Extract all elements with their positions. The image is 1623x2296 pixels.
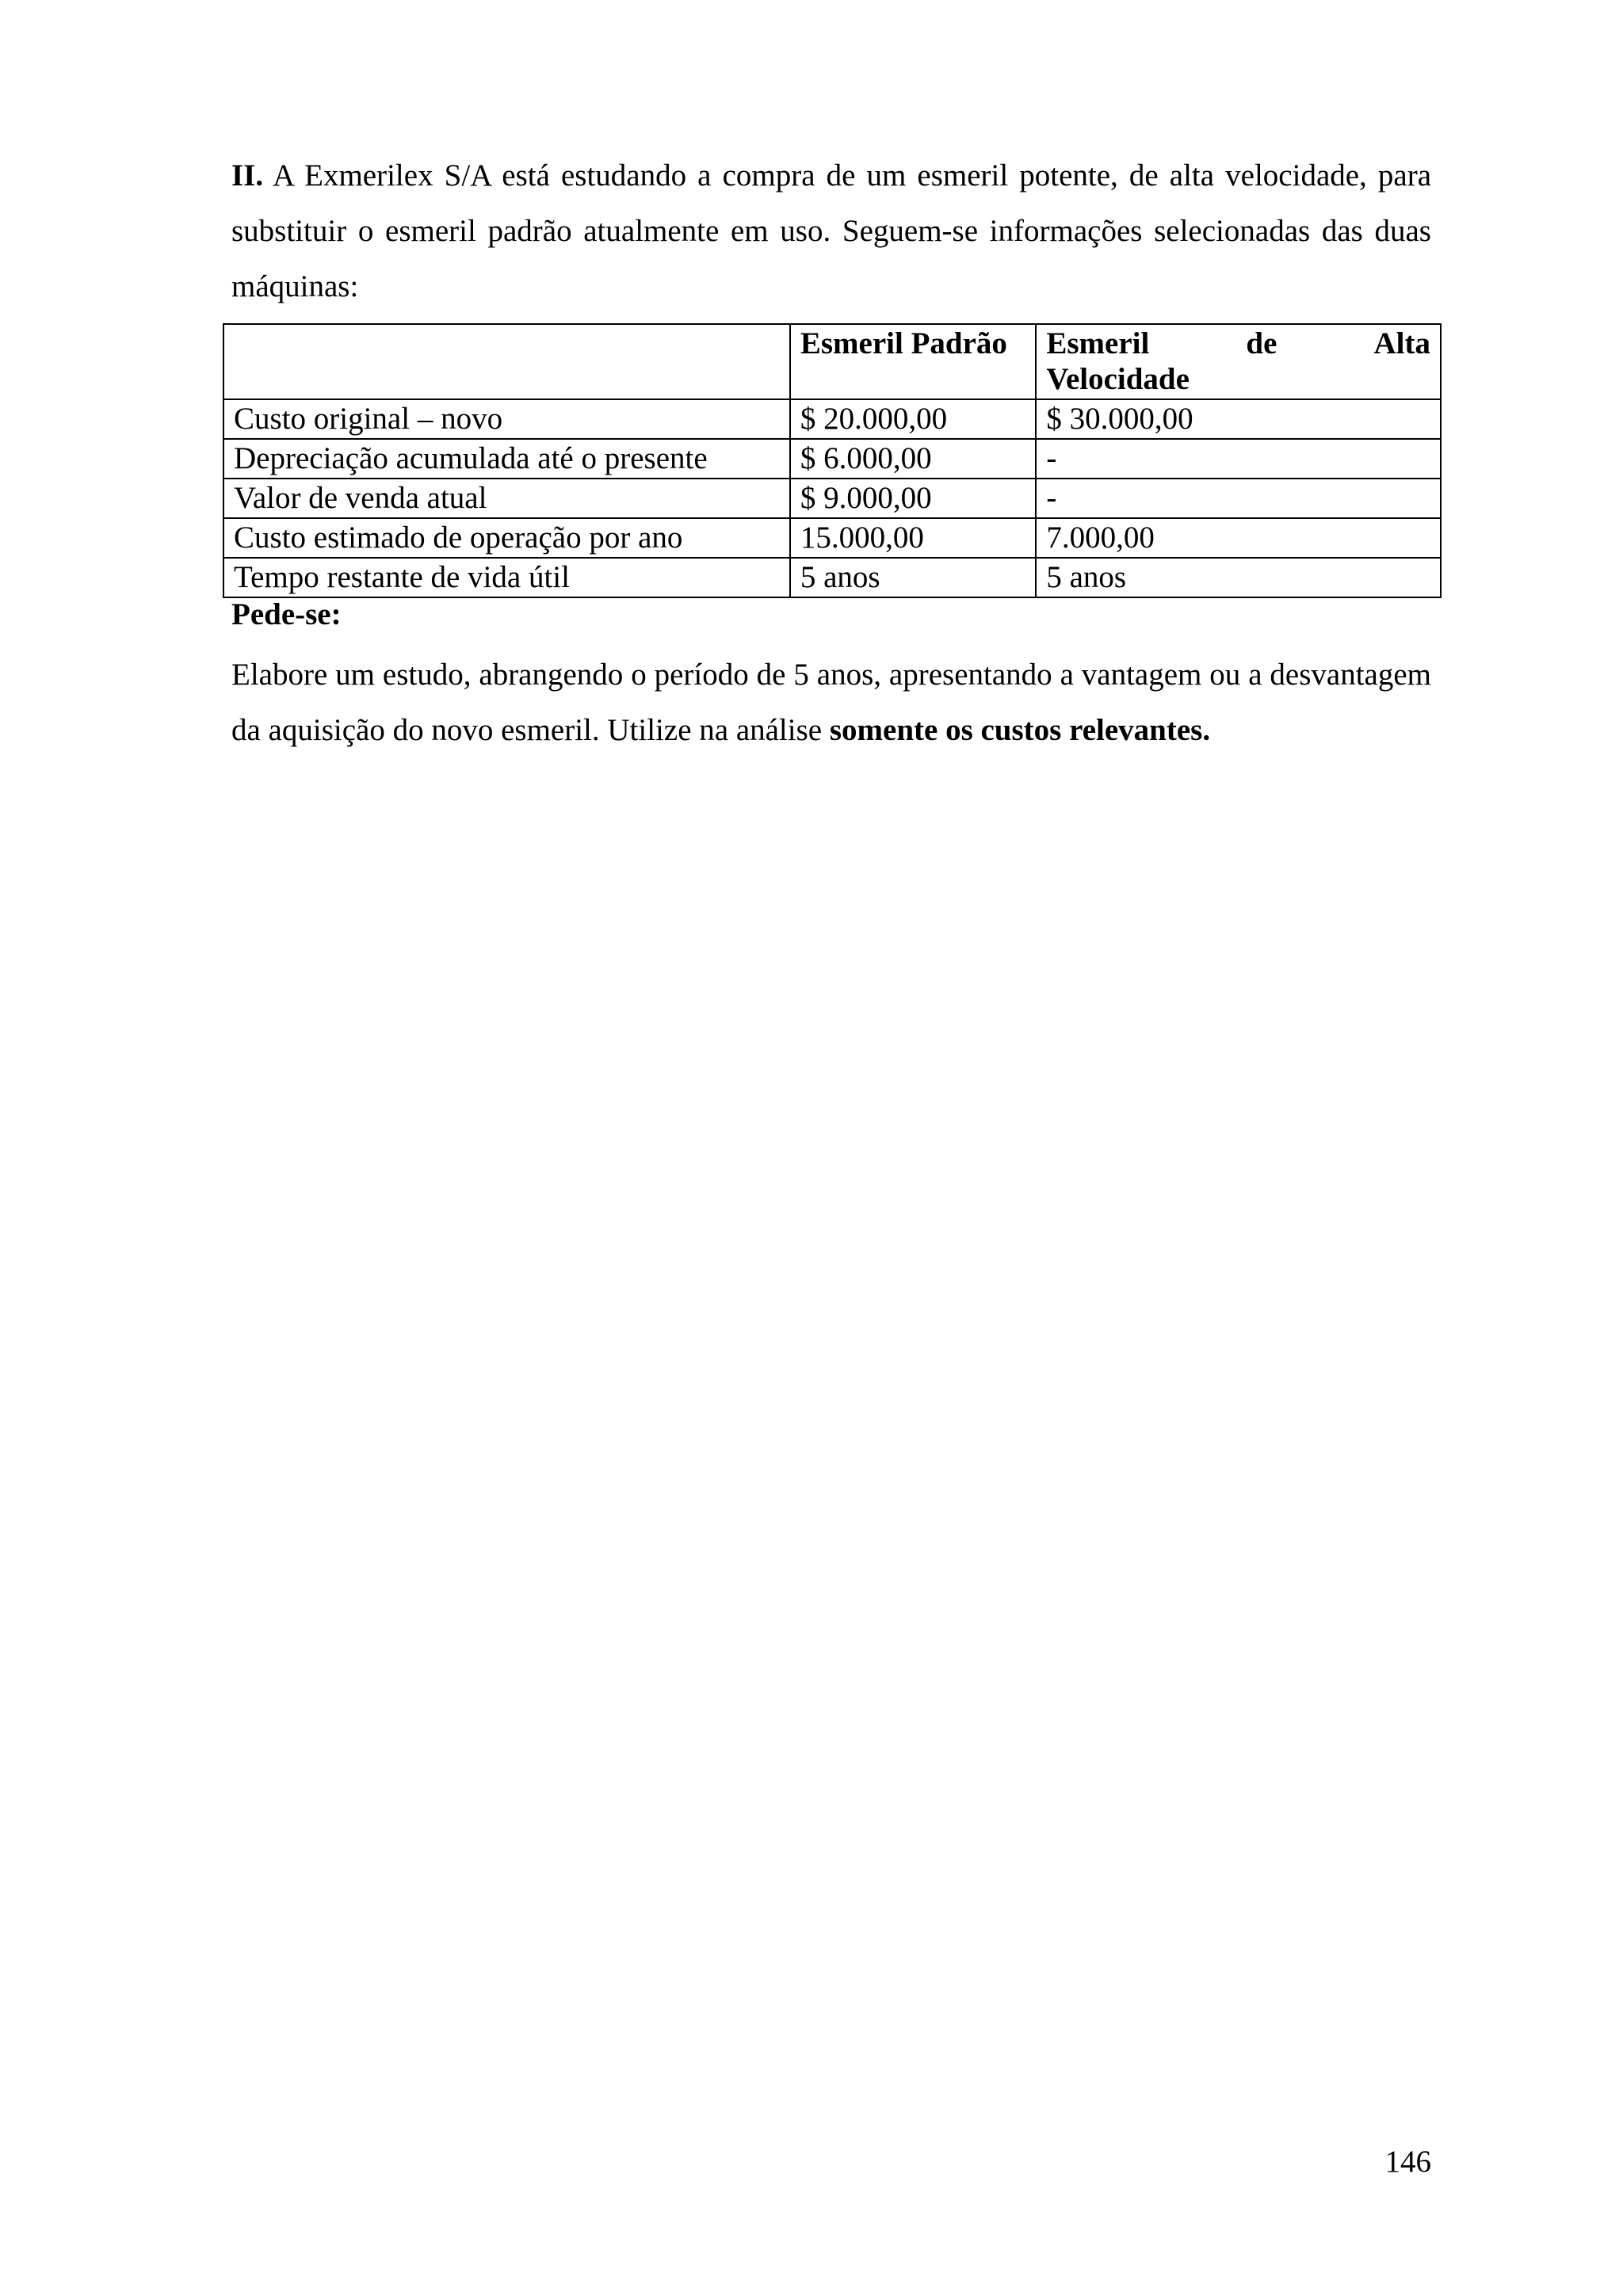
intro-text: A Exmerilex S/A está estudando a compra de um esmeril potente, de alta velocidade, para substituir o esmeril padrão atualmente em uso. Seguem-se informações selecionadas das duas máquinas: (231, 158, 1431, 303)
row-value-padrao: 5 anos (790, 558, 1037, 597)
row-value-alta-velocidade: - (1036, 479, 1441, 518)
pede-se-heading: Pede-se: (231, 597, 342, 631)
header-b-word: Alta (1373, 326, 1430, 360)
machines-comparison-table (223, 323, 1442, 598)
row-label: Valor de venda atual (223, 479, 790, 518)
table-row (223, 399, 1441, 439)
table-row (223, 518, 1441, 558)
table-row (223, 439, 1441, 479)
task-paragraph (231, 647, 1431, 758)
row-value-alta-velocidade: - (1036, 439, 1441, 479)
row-value-alta-velocidade: 7.000,00 (1036, 518, 1441, 558)
row-value-padrao: $ 9.000,00 (790, 479, 1037, 518)
task-text: Elabore um estudo, abrangendo o período de 5 anos, apresentando a vantagem ou a desvantagem da aquisição do novo esmeril. Utilize na análise (231, 658, 1431, 747)
header-b-line1 (1046, 326, 1430, 361)
page-number: 146 (1384, 2145, 1431, 2179)
row-value-alta-velocidade: $ 30.000,00 (1036, 399, 1441, 439)
row-label: Tempo restante de vida útil (223, 558, 790, 597)
header-b-word: Esmeril (1046, 326, 1150, 360)
task-emphasis: somente os custos relevantes. (829, 713, 1211, 747)
header-esmeril-alta-velocidade (1036, 324, 1441, 399)
intro-paragraph (231, 148, 1431, 315)
header-b-line2: Velocidade (1046, 362, 1190, 396)
table-row (223, 479, 1441, 518)
row-value-padrao: 15.000,00 (790, 518, 1037, 558)
row-label: Depreciação acumulada até o presente (223, 439, 790, 479)
section-numeral: II. (231, 158, 264, 193)
row-label: Custo estimado de operação por ano (223, 518, 790, 558)
header-b-word: de (1246, 326, 1277, 360)
table-row (223, 558, 1441, 597)
row-value-padrao: $ 20.000,00 (790, 399, 1037, 439)
header-esmeril-padrao: Esmeril Padrão (790, 324, 1037, 399)
row-value-alta-velocidade: 5 anos (1036, 558, 1441, 597)
row-label: Custo original – novo (223, 399, 790, 439)
row-value-padrao: $ 6.000,00 (790, 439, 1037, 479)
header-blank-cell (223, 324, 790, 399)
table-header-row (223, 324, 1441, 399)
